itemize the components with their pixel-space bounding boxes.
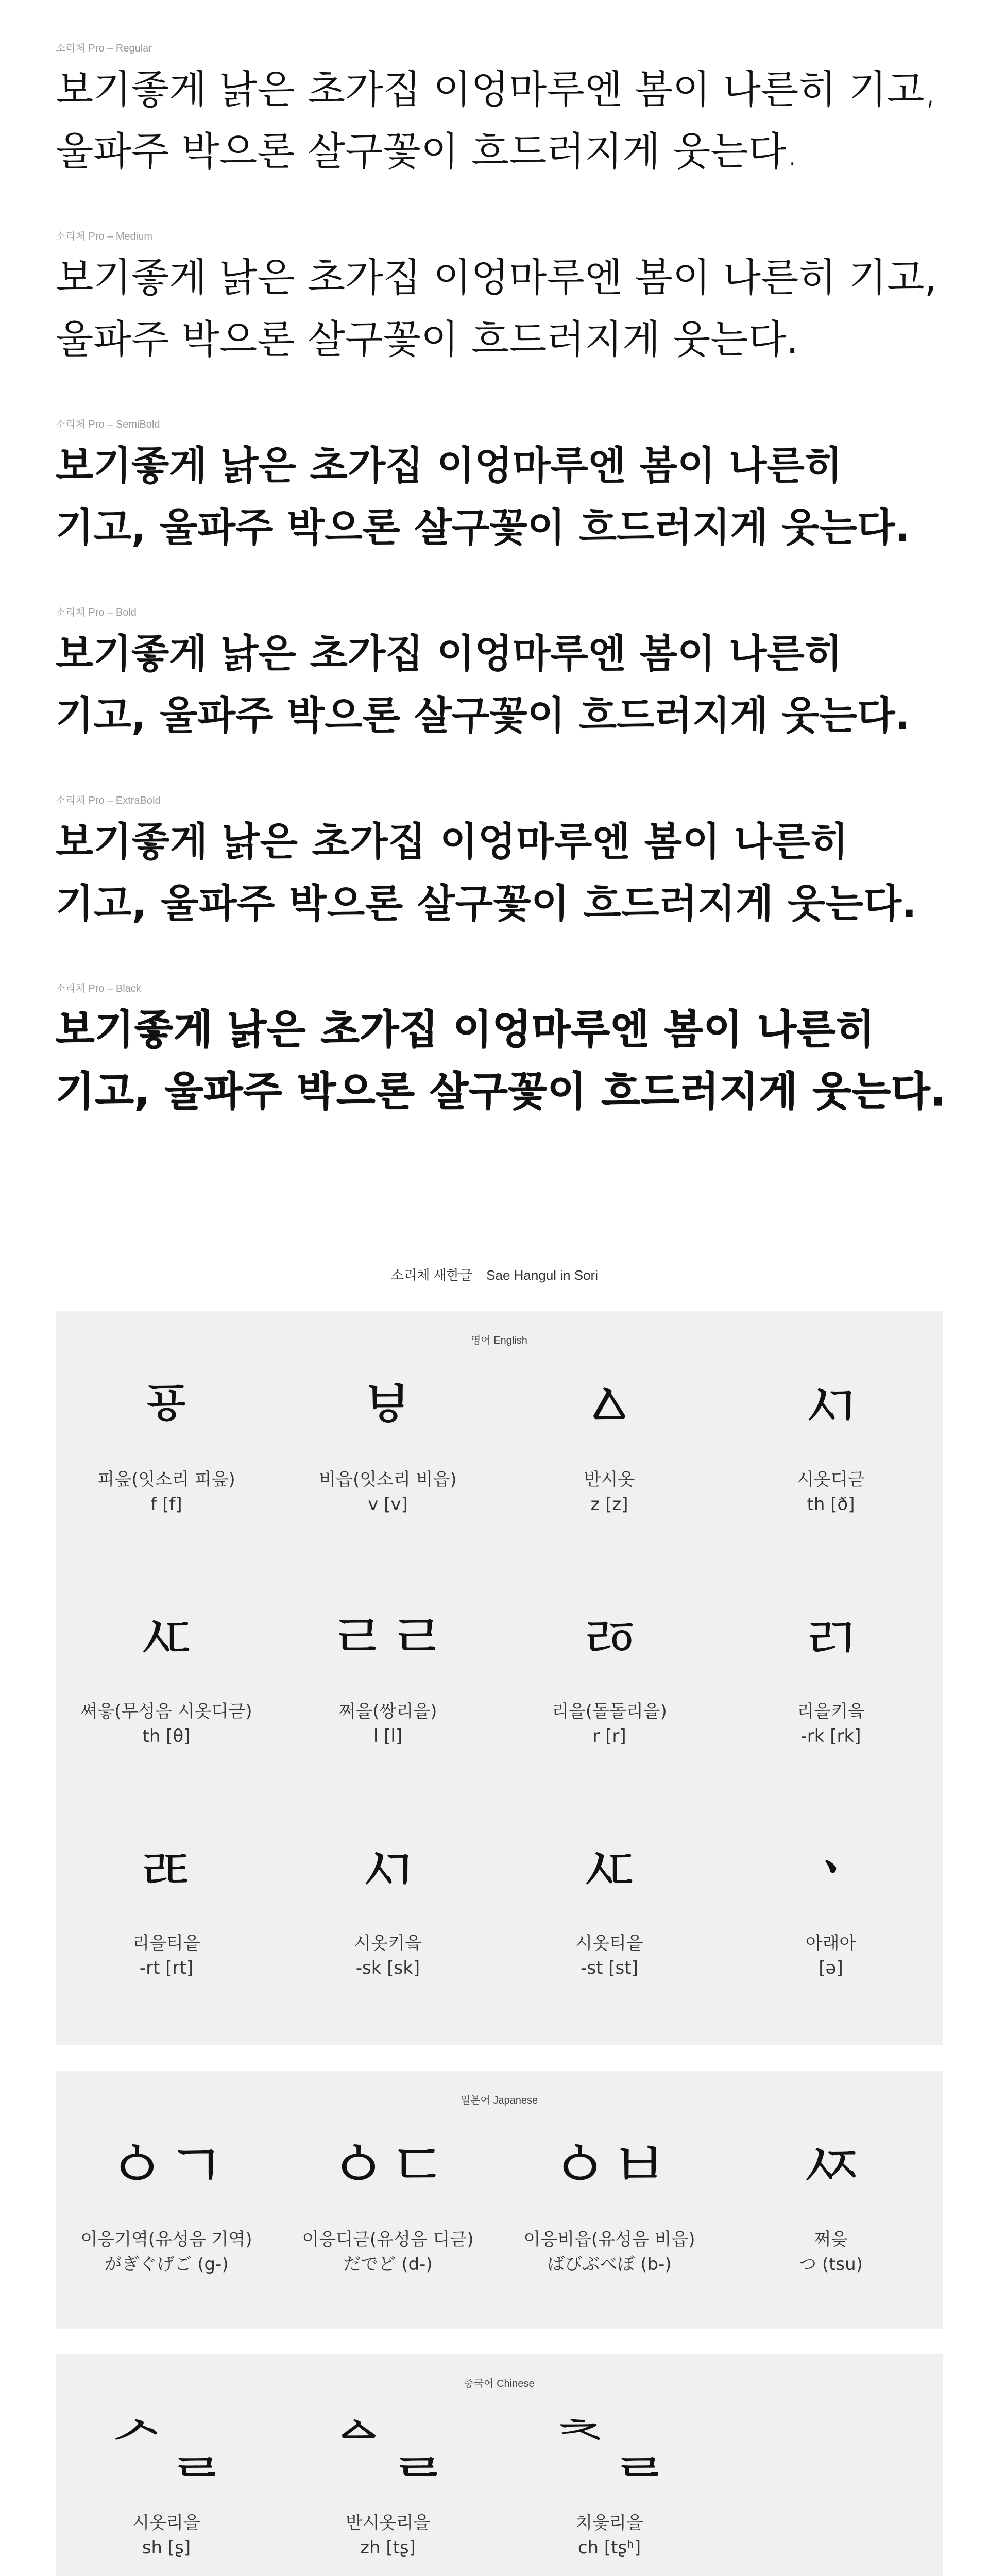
weight-block-extrabold	[56, 793, 952, 981]
weight-block-regular	[56, 41, 952, 229]
section-title	[0, 1265, 989, 1284]
glyph-sound: f [f]	[150, 1494, 182, 1515]
glyph: ㆁㄱ	[107, 2130, 226, 2202]
panel-title: 영어 English	[471, 1335, 527, 1346]
glyph: ㆁㄷ	[328, 2130, 448, 2202]
glyph: ㆁㅂ	[550, 2130, 669, 2202]
sample-line: 기고, 울파주 박으론 살구꽃이 흐드러지게 웃는다.	[56, 880, 917, 926]
glyph-card	[277, 2411, 499, 2561]
glyph-card	[720, 1368, 942, 1517]
panel-title: 일본어 Japanese	[460, 2095, 538, 2106]
glyph-sound: r [r]	[592, 1726, 626, 1747]
glyph-card	[56, 2411, 277, 2561]
sample-line: 기고, 울파주 박으론 살구꽃이 흐드러지게 웃는다.	[56, 504, 910, 550]
glyph-card	[56, 2128, 277, 2277]
glyph-name: 쩌읒	[814, 2229, 848, 2250]
glyph-sound: [ə]	[819, 1958, 843, 1978]
weight-label: 소리체 Pro – Black	[56, 983, 141, 994]
sample-line: 보기좋게 낡은 초가집 이엉마루엔 봄이 나른히 기고,	[56, 66, 937, 112]
glyph-name: 쎠읗(무성음 시옷디귿)	[80, 1701, 252, 1722]
weight-label: 소리체 Pro – SemiBold	[56, 419, 160, 430]
glyph: ᅕᆯ	[550, 2414, 669, 2485]
glyph: ㆄ	[137, 1370, 196, 1442]
glyph-name: 리을키읔	[797, 1701, 865, 1722]
sample-line: 기고, 울파주 박으론 살구꽃이 흐드러지게 웃는다.	[56, 692, 910, 738]
glyph-name: 리을(돌돌리을)	[552, 1701, 667, 1722]
glyph-sound: th [ð]	[807, 1494, 855, 1515]
glyph: ㅺ	[801, 1370, 861, 1442]
glyph-card	[720, 1832, 942, 1981]
glyph-card	[720, 2128, 942, 2277]
sample-line: 보기좋게 낡은 초가집 이엉마루엔 봄이 나른히 기고,	[56, 255, 937, 300]
glyph-name: 반시옷	[584, 1469, 635, 1490]
panel-chinese	[56, 2354, 943, 2576]
glyph-card	[277, 2128, 499, 2277]
glyph: ㄾ	[137, 1834, 196, 1906]
weight-block-bold	[56, 605, 952, 793]
glyph: ㅿ	[579, 1370, 639, 1442]
sample-line: 울파주 박으론 살구꽃이 흐드러지게 웃는다.	[56, 128, 799, 174]
glyph: ㄹㄹ	[328, 1602, 448, 1674]
glyph-card	[277, 1832, 499, 1981]
glyph-sound: v [v]	[368, 1494, 408, 1515]
glyph-name: 반시옷리을	[345, 2513, 431, 2533]
sample-line: 보기좋게 낡은 초가집 이엉마루엔 봄이 나른히	[56, 631, 843, 676]
glyph: ㅼ	[579, 1834, 639, 1906]
glyph-card	[56, 1600, 277, 1749]
glyph-card	[720, 1600, 942, 1749]
panel-japanese	[56, 2071, 943, 2329]
weight-block-medium	[56, 229, 952, 417]
glyph-sound: つ (tsu)	[799, 2254, 863, 2275]
glyph-sound: -rt [rt]	[139, 1958, 194, 1978]
glyph: ㅾ	[801, 2130, 861, 2202]
glyph: ㅭ	[579, 1602, 639, 1674]
glyph-name: 비읍(잇소리 비읍)	[319, 1469, 457, 1490]
weight-specimens	[56, 41, 952, 1170]
glyph-sound: ch [tʂʰ]	[577, 2537, 641, 2558]
glyph-card	[277, 1600, 499, 1749]
weight-label: 소리체 Pro – Medium	[56, 231, 153, 242]
glyph: ㅸ	[358, 1370, 418, 1442]
glyph-sound: がぎぐげご (g-)	[104, 2254, 229, 2275]
glyph: ㄺ	[801, 1602, 861, 1674]
glyph-sound: z [z]	[590, 1494, 628, 1515]
glyph-name: 시옷디귿	[797, 1469, 865, 1490]
weight-block-black	[56, 981, 952, 1170]
glyph-card	[499, 1368, 720, 1517]
glyph-card	[277, 1368, 499, 1517]
glyph-name: 아래아	[805, 1933, 857, 1954]
glyph-name: 이응디귿(유성음 디귿)	[302, 2229, 474, 2250]
glyph-sound: -st [st]	[581, 1958, 638, 1978]
glyph-sound: zh [tʂ]	[360, 2537, 416, 2558]
sample-line: 울파주 박으론 살구꽃이 흐드러지게 웃는다.	[56, 316, 799, 362]
sample-line: 보기좋게 낡은 초가집 이엉마루엔 봄이 나른히	[56, 443, 843, 488]
glyph: ㅼ	[137, 1602, 196, 1674]
glyph-card	[499, 2128, 720, 2277]
glyph-name: 피읖(잇소리 피읖)	[97, 1469, 235, 1490]
glyph-card	[499, 1832, 720, 1981]
sample-line: 보기좋게 낡은 초가집 이엉마루엔 봄이 나른히	[56, 1007, 876, 1053]
glyph-sound: l [l]	[373, 1726, 403, 1747]
glyph: ᄼᆯ	[107, 2414, 226, 2485]
sample-line: 보기좋게 낡은 초가집 이엉마루엔 봄이 나른히	[56, 819, 849, 865]
section-title-ko: 소리체 새한글	[391, 1267, 472, 1283]
glyph-name: 이응비읍(유성음 비읍)	[523, 2229, 695, 2250]
glyph-card	[499, 1600, 720, 1749]
weight-label: 소리체 Pro – ExtraBold	[56, 795, 161, 806]
glyph-card	[499, 2411, 720, 2561]
panel-title: 중국어 Chinese	[464, 2378, 535, 2389]
glyph-name: 시옷키읔	[354, 1933, 422, 1954]
glyph-name: 쩌을(쌍리을)	[338, 1701, 437, 1722]
glyph: ᅀᆯ	[328, 2414, 448, 2485]
glyph-name: 리을티읕	[132, 1933, 200, 1954]
glyph: ㅺ	[358, 1834, 418, 1906]
glyph-name: 치읓리을	[575, 2513, 643, 2533]
glyph-sound: だでど (d-)	[343, 2254, 433, 2275]
glyph-name: 이응기역(유성음 기역)	[80, 2229, 252, 2250]
glyph-card	[56, 1368, 277, 1517]
sample-line: 기고, 울파주 박으론 살구꽃이 흐드러지게 웃는다.	[56, 1069, 946, 1115]
glyph-name: 시옷티읕	[575, 1933, 643, 1954]
weight-label: 소리체 Pro – Regular	[56, 43, 152, 54]
panel-english	[56, 1311, 943, 2045]
glyph-sound: -rk [rk]	[800, 1726, 861, 1747]
glyph-sound: ばびぶべぼ (b-)	[547, 2254, 672, 2275]
weight-block-semibold	[56, 417, 952, 605]
glyph-card	[56, 1832, 277, 1981]
weight-label: 소리체 Pro – Bold	[56, 607, 137, 618]
glyph: ㆍ	[801, 1834, 861, 1906]
glyph-name: 시옷리을	[132, 2513, 200, 2533]
section-title-en: Sae Hangul in Sori	[486, 1267, 598, 1283]
glyph-sound: -sk [sk]	[355, 1958, 420, 1978]
glyph-sound: sh [ʂ]	[142, 2537, 191, 2558]
glyph-sound: th [θ]	[142, 1726, 191, 1747]
